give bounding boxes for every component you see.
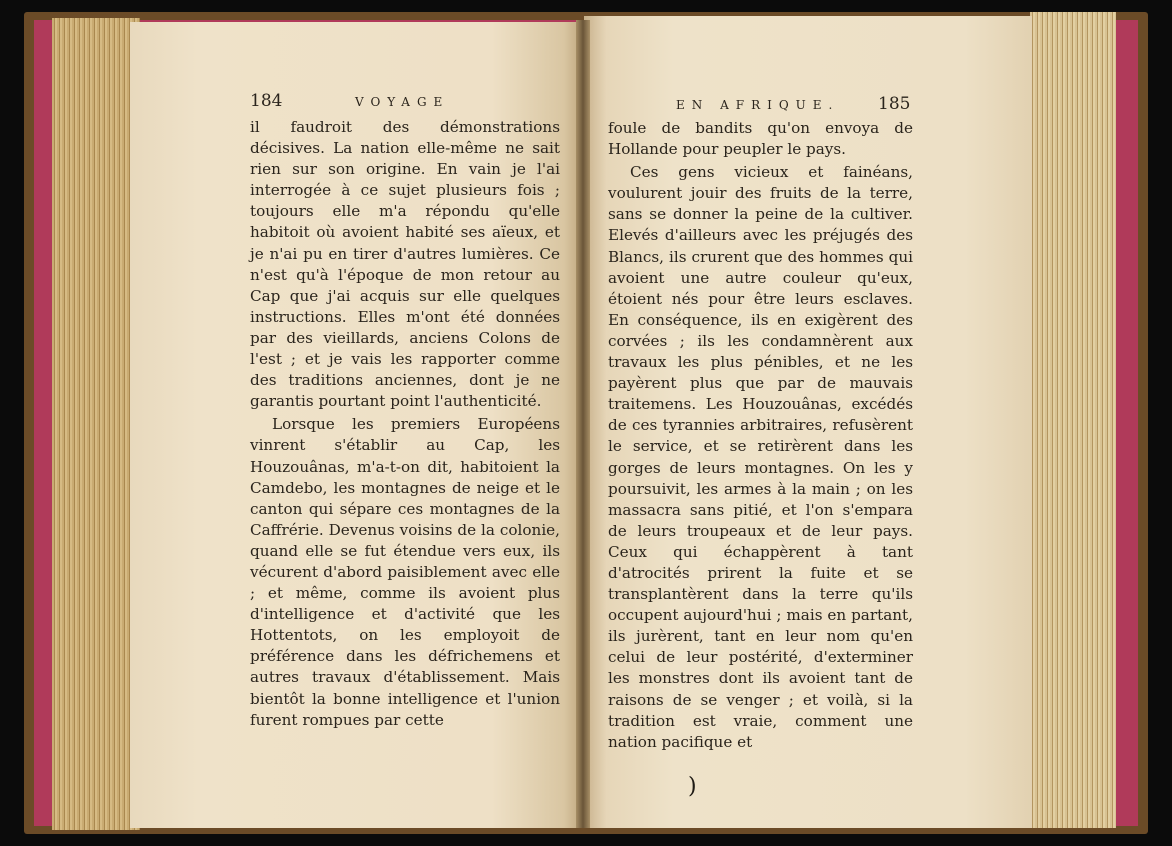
left-running-head: VOYAGE — [355, 95, 450, 109]
right-running-head: EN AFRIQUE. — [676, 98, 840, 112]
left-page-text — [250, 117, 560, 731]
right-page-number: 185 — [878, 94, 911, 114]
left-paragraph-2: Lorsque les premiers Européens vinrent s'établir au Cap, les Houzouânas, m'a-t-on dit, habitoient la Camdebo, les montagnes de neige et le canton qui sépare ces montagnes de la Caffrérie. Devenus voisins de la colonie, quand elle se fut étendue vers eux, ils vécurent d'abord paisiblement avec elle ; et même, comme ils avoient plus d'intelligence et d'activité que les Hottentots, on les employoit de préférence dans les défrichemens et autres travaux d'établissement. Mais bientôt la bonne intelligence et l'union furent rompues par cette — [250, 415, 560, 729]
left-paragraph-1: il faudroit des démonstrations décisives. La nation elle-même ne sait rien sur son origine. En vain je l'ai interrogée à ce sujet plusieurs fois ; toujours elle m'a répondu qu'elle habitoit où avoient habité ses aïeux, et je n'ai pu en tirer d'autres lumières. Ce n'est qu'à l'époque de mon retour au Cap que j'ai acquis sur elle quelques instructions. Elles m'ont été données par des vieillards, anciens Colons de l'est ; et je vais les rapporter comme des traditions anciennes, dont je ne garantis pourtant point l'authenticité. — [250, 118, 560, 411]
left-page-number: 184 — [250, 91, 283, 111]
right-page-text — [608, 118, 913, 753]
right-page-edges — [1030, 12, 1116, 828]
book-gutter — [576, 20, 590, 828]
right-paragraph-2: Ces gens vicieux et fainéans, voulurent jouir des fruits de la terre, sans se donner la peine de la cultiver. Elevés d'ailleurs avec les préjugés des Blancs, ils crurent que des hommes qui avoient une autre couleur qu'eux, étoient nés pour être leurs esclaves. En conséquence, ils en exigèrent des corvées ; ils les condamnèrent aux travaux les plus pénibles, et ne les payèrent plus que par de mauvais traitemens. Les Houzouânas, excédés de ces tyrannies arbitraires, refusèrent le service, et se retirèrent dans les gorges de leurs montagnes. On les y poursuivit, les armes à la main ; on les massacra sans pitié, et l'on s'empara de leurs troupeaux et de leur pays. Ceux qui échappèrent à tant d'atrocités prirent la fuite et se transplantèrent dans la terre qu'ils occupent aujourd'hui ; mais en partant, ils jurèrent, tant en leur nom qu'en celui de leur postérité, d'exterminer les monstres dont ils avoient tant de raisons de se venger ; et voilà, si la tradition est vraie, comment une nation pacifique et — [608, 163, 913, 751]
left-page-edges — [52, 18, 140, 830]
bottom-ink-mark: ) — [688, 774, 697, 799]
right-paragraph-1: foule de bandits qu'on envoya de Hollande pour peupler le pays. — [608, 119, 913, 159]
